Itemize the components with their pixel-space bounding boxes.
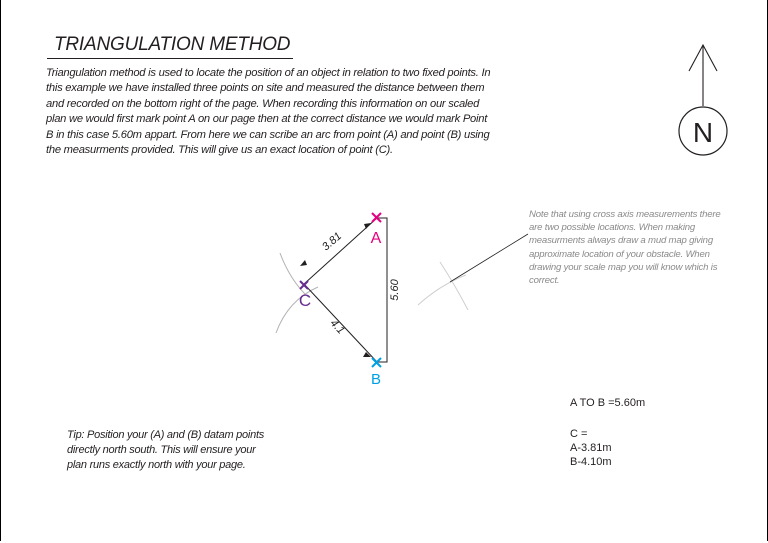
tip-text: Tip: Position your (A) and (B) datam points directly north south. This will ensure your plan runs exactly north with your page. <box>67 429 265 471</box>
compass-label: N <box>692 117 714 148</box>
dim-arrow-ac-end <box>300 260 307 266</box>
point-c-label: C <box>298 291 312 310</box>
distance-bc-label: 4.1 <box>327 317 347 337</box>
point-b-label: B <box>370 371 382 388</box>
measurement-c-heading: C = <box>570 428 588 440</box>
alt-arc-1 <box>418 275 466 305</box>
note-text: Note that using cross axis measurements there are two possible locations. When making measurments always draw a mud map giving approximate location of your obstacle. When drawing your scale map you will know which is correct. <box>529 209 721 287</box>
measurement-c-b: B-4.10m <box>570 456 612 468</box>
page-title: TRIANGULATION METHOD <box>54 34 291 55</box>
intro-paragraph: Triangulation method is used to locate the position of an object in relation to two fixed points. In this example we have installed three points on site and measured the distance between them and recorded on the bottom right of the page. When recording this information on our scaled plan we would first mark point A on our page then at the correct distance we would mark Point B in this case 5.60m appart. From here we can scribe an arc from point (A) and point (B) using the measurments provided. This will give us an exact location of point (C). <box>46 67 491 157</box>
point-c-marker <box>300 281 308 289</box>
distance-ac-label: 3.81 <box>320 230 345 254</box>
point-a-label: A <box>370 230 382 247</box>
measurement-c-a: A-3.81m <box>570 442 612 454</box>
note-leader-line <box>450 234 528 282</box>
distance-ab-label: 5.60 <box>389 279 401 301</box>
measurement-ab: A TO B =5.60m <box>570 397 646 409</box>
arc-from-b <box>276 287 318 333</box>
dim-arrow-ac-start <box>364 223 371 229</box>
